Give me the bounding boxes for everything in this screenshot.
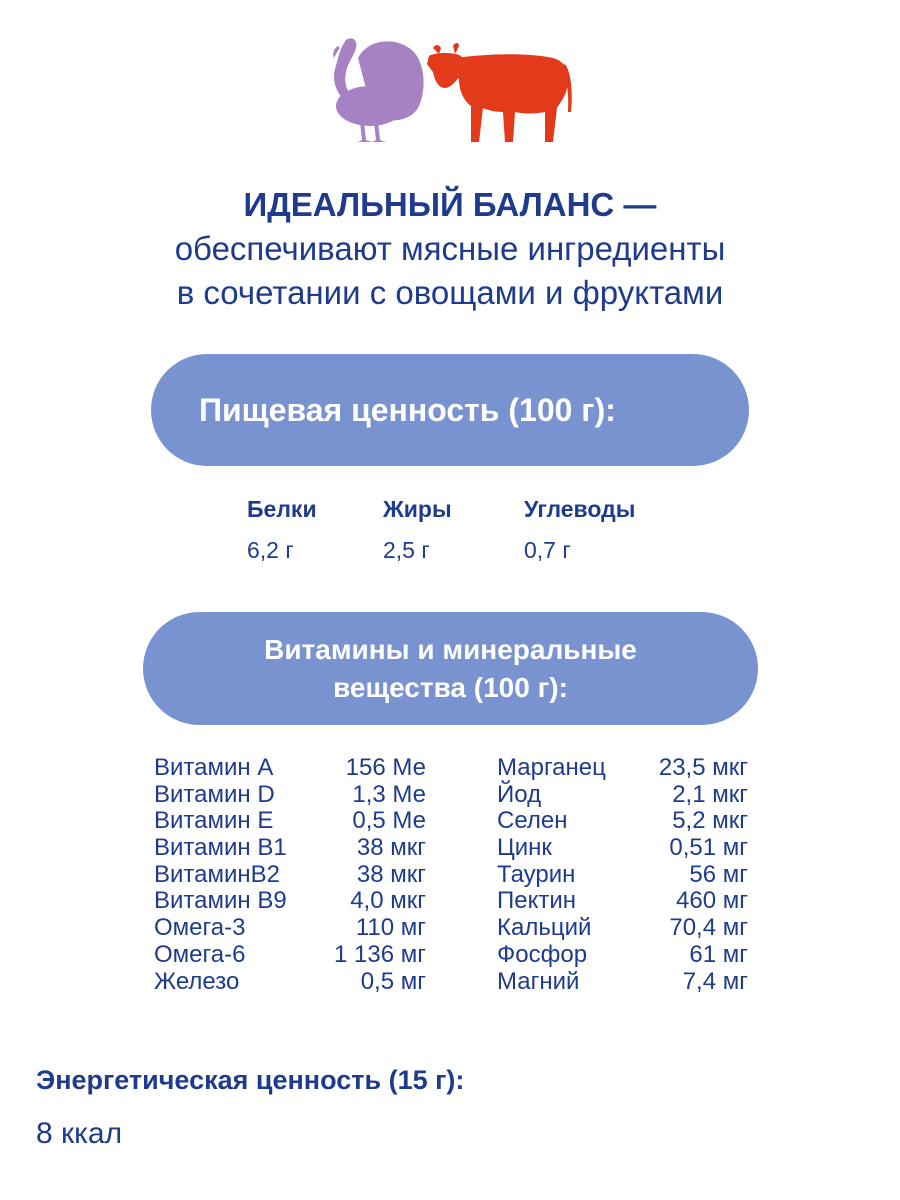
nutrient-value: 460 мг xyxy=(676,887,748,915)
cow-icon xyxy=(425,42,573,146)
macro-proteins xyxy=(247,496,317,564)
vitamins-list-right xyxy=(497,755,748,995)
list-item xyxy=(154,755,426,782)
nutrition-title-pill xyxy=(151,354,749,466)
nutrient-value: 0,5 Ме xyxy=(352,807,426,835)
list-item xyxy=(497,915,748,942)
nutrient-name: Кальций xyxy=(497,914,592,942)
nutrient-value: 2,1 мкг xyxy=(672,780,748,808)
nutrient-value: 61 мг xyxy=(689,940,748,968)
nutrient-value: 4,0 мкг xyxy=(350,887,426,915)
vitamins-title-line-1: Витамины и минеральные xyxy=(264,633,637,665)
nutrient-name: Омега-3 xyxy=(154,914,246,942)
energy-value: 8 ккал xyxy=(36,1117,123,1150)
nutrient-name: Цинк xyxy=(497,834,552,862)
nutrient-name: Пектин xyxy=(497,887,577,915)
list-item xyxy=(497,782,748,809)
nutrient-value: 110 мг xyxy=(355,914,426,942)
nutrient-value: 56 мг xyxy=(689,860,748,888)
nutrient-name: Витамин Е xyxy=(154,807,274,835)
list-item xyxy=(497,942,748,969)
list-item xyxy=(497,835,748,862)
nutrient-value: 38 мкг xyxy=(356,834,426,862)
nutrient-value: 156 Ме xyxy=(345,754,426,781)
macro-fats xyxy=(383,496,452,564)
macro-value: 6,2 г xyxy=(247,537,294,563)
nutrient-name: Фосфор xyxy=(497,940,588,968)
headline-line-3: в сочетании с овощами и фруктами xyxy=(176,274,724,311)
list-item xyxy=(154,782,426,809)
macro-label: Жиры xyxy=(383,496,452,522)
headline-title: ИДЕАЛЬНЫЙ БАЛАНС — xyxy=(243,186,657,223)
list-item xyxy=(497,969,748,996)
nutrient-name: Селен xyxy=(497,807,568,835)
nutrient-value: 1,3 Ме xyxy=(352,780,426,808)
nutrient-value: 70,4 мг xyxy=(669,914,748,942)
nutrient-value: 38 мкг xyxy=(356,860,426,888)
list-item xyxy=(497,888,748,915)
list-item xyxy=(154,888,426,915)
nutrient-name: Витамин В9 xyxy=(154,887,287,915)
list-item xyxy=(154,915,426,942)
nutrient-name: Йод xyxy=(497,780,542,808)
list-item xyxy=(497,755,748,782)
macro-label: Углеводы xyxy=(524,496,636,522)
vitamins-list-left xyxy=(154,755,426,995)
nutrient-value: 0,5 мг xyxy=(360,967,426,995)
list-item xyxy=(154,862,426,889)
nutrient-name: Витамин D xyxy=(154,780,275,808)
macro-carbs xyxy=(524,496,635,564)
list-item xyxy=(154,969,426,996)
nutrition-title: Пищевая ценность (100 г): xyxy=(199,391,616,428)
vitamins-title-line-2: вещества (100 г): xyxy=(333,671,568,703)
turkey-icon xyxy=(328,36,426,146)
macro-value: 0,7 г xyxy=(524,537,571,563)
nutrient-name: Марганец xyxy=(497,754,606,781)
nutrient-name: Таурин xyxy=(497,860,576,888)
animal-icons xyxy=(0,30,900,155)
macro-value: 2,5 г xyxy=(383,537,430,563)
nutrient-name: Железо xyxy=(154,967,240,995)
nutrient-value: 1 136 мг xyxy=(334,940,426,968)
headline-line-2: обеспечивают мясные ингредиенты xyxy=(174,230,726,267)
list-item xyxy=(497,808,748,835)
nutrient-name: ВитаминВ2 xyxy=(154,860,280,888)
list-item xyxy=(154,808,426,835)
nutrient-name: Витамин А xyxy=(154,754,274,781)
headline xyxy=(0,183,900,315)
nutrient-name: Магний xyxy=(497,967,580,995)
nutrient-name: Омега-6 xyxy=(154,940,246,968)
nutrient-value: 0,51 мг xyxy=(669,834,748,862)
nutrient-value: 7,4 мг xyxy=(682,967,748,995)
list-item xyxy=(154,835,426,862)
macro-label: Белки xyxy=(247,496,317,522)
nutrient-value: 5,2 мкг xyxy=(672,807,748,835)
nutrient-name: Витамин В1 xyxy=(154,834,287,862)
energy-title: Энергетическая ценность (15 г): xyxy=(36,1065,465,1095)
vitamins-title-pill xyxy=(143,612,758,725)
list-item xyxy=(154,942,426,969)
list-item xyxy=(497,862,748,889)
nutrient-value: 23,5 мкг xyxy=(658,754,748,781)
